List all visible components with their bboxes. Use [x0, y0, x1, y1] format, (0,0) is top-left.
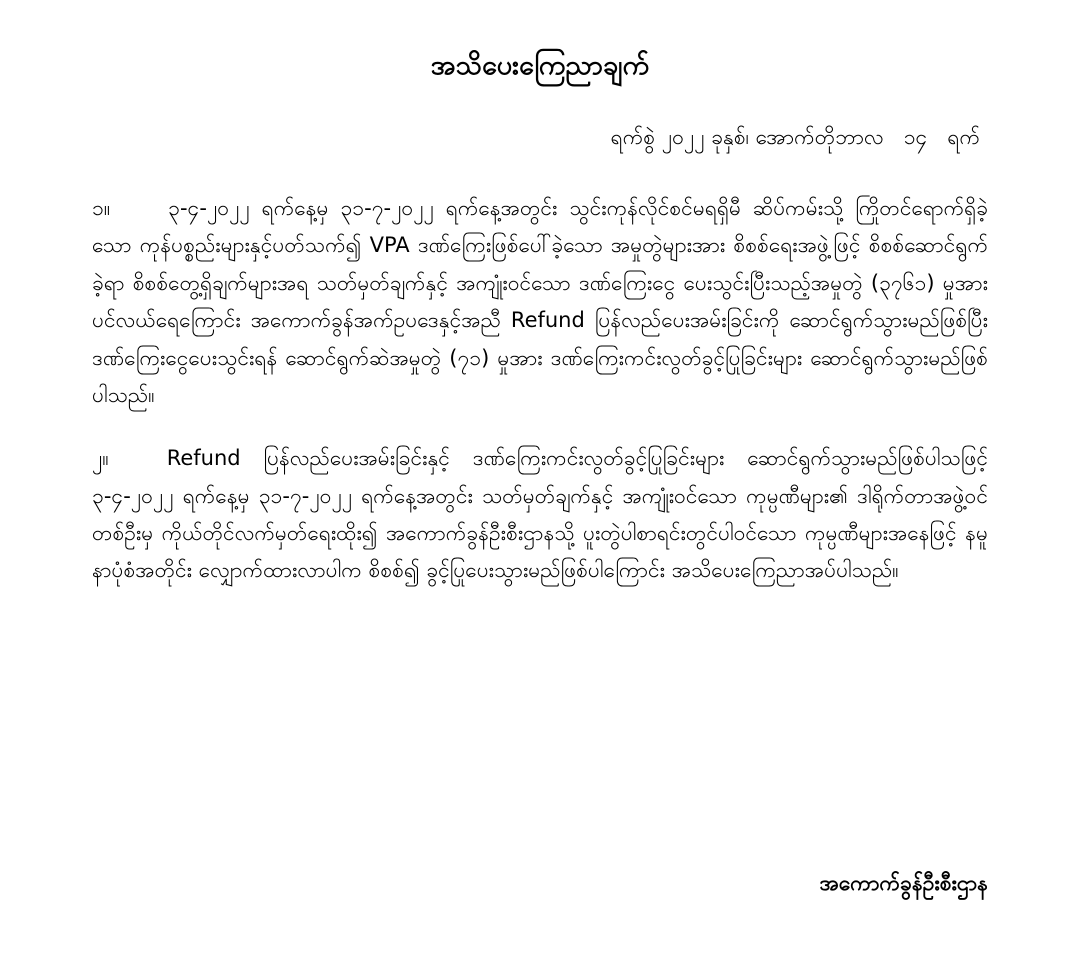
- paragraph-1-text: ၃-၄-၂၀၂၂ ရက်နေ့မှ ၃၁-၇-၂၀၂၂ ရက်နေ့အတွင်း သွင်းကုန်လိုင်စင်မရရှိမီ ဆိပ်ကမ်းသို့ ကြိုတင်ရောက်ရှိခဲ့သော ကုန်ပစ္စည်းများနှင့်ပတ်သက်၍ VPA ဒဏ်ကြေးဖြစ်ပေါ်ခဲ့သော အမှုတွဲများအား စိစစ်ရေးအဖွဲ့ဖြင့် စိစစ်ဆောင်ရွက်ခဲ့ရာ စိစစ်တွေ့ရှိချက်များအရ သတ်မှတ်ချက်နှင့် အကျုံးဝင်သော ဒဏ်ကြေးငွေ ပေးသွင်းပြီးသည့်အမှုတွဲ (၃၇၆၁) မှုအား ပင်လယ်ရေကြောင်း အကောက်ခွန်အက်ဥပဒေနှင့်အညီ Refund ပြန်လည်ပေးအမ်းခြင်းကို ဆောင်ရွက်သွားမည်ဖြစ်ပြီး ဒဏ်ကြေးငွေပေးသွင်းရန် ဆောင်ရွက်ဆဲအမှုတွဲ (၇၁) မှုအား ဒဏ်ကြေးကင်းလွတ်ခွင့်ပြုခြင်းများ ဆောင်ရွက်သွားမည်ဖြစ်ပါသည်။: [92, 196, 988, 407]
- paragraph-1: [92, 154, 988, 414]
- paragraph-1-marker: ၁။: [92, 196, 111, 221]
- document-date: ရက်စွဲ ၂၀၂၂ ခုနှစ်၊ အောက်တိုဘာလ ၁၄ ရက်: [610, 124, 980, 149]
- paragraph-2-marker: ၂။: [92, 446, 109, 471]
- signature-block: အကောက်ခွန်ဦးစီးဌာန: [819, 870, 988, 895]
- paragraph-2-text: Refund ပြန်လည်ပေးအမ်းခြင်းနှင့် ဒဏ်ကြေးကင်းလွတ်ခွင့်ပြုခြင်းများ ဆောင်ရွက်သွားမည်ဖြစ်ပါသဖြင့် ၃-၄-၂၀၂၂ ရက်နေ့မှ ၃၁-၇-၂၀၂၂ ရက်နေ့အတွင်း သတ်မှတ်ချက်နှင့် အကျုံးဝင်သော ကုမ္ပဏီများ၏ ဒါရိုက်တာအဖွဲ့ဝင်တစ်ဦးမှ ကိုယ်တိုင်လက်မှတ်ရေးထိုး၍ အကောက်ခွန်ဦးစီးဌာနသို့ ပူးတွဲပါစာရင်းတွင်ပါဝင်သော ကုမ္ပဏီများအနေဖြင့် နမူနာပုံစံအတိုင်း လျှောက်ထားလာပါက စိစစ်၍ ခွင့်ပြုပေးသွားမည်ဖြစ်ပါကြောင်း အသိပေးကြေညာအပ်ပါသည်။: [92, 446, 988, 583]
- page-title: အသိပေးကြေညာချက်: [430, 50, 650, 81]
- paragraph-2: [92, 414, 988, 590]
